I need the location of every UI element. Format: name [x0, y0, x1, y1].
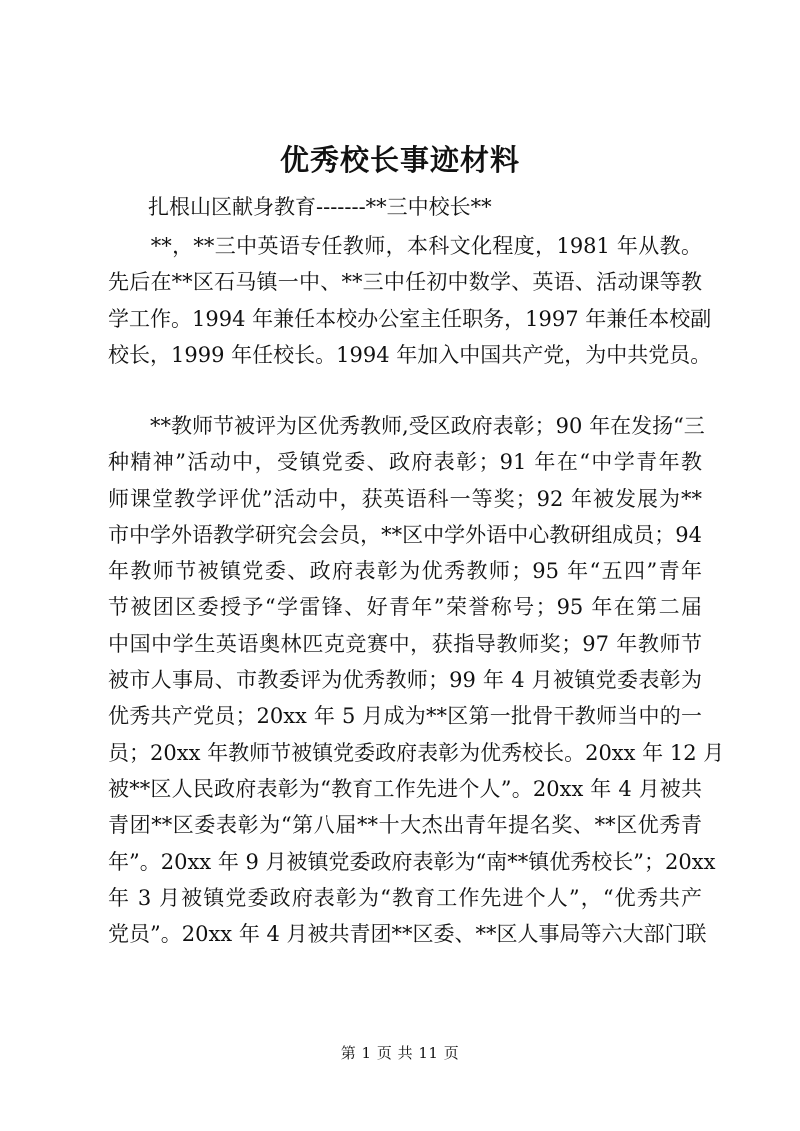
paragraph-line: 师课堂教学评优”活动中，获英语科一等奖；92 年被发展为** [108, 486, 702, 511]
paragraph-line: 被市人事局、市教委评为优秀教师；99 年 4 月被镇党委表彰为 [108, 668, 702, 693]
paragraph-line: 年教师节被镇党委、政府表彰为优秀教师；95 年“五四”青年 [108, 559, 702, 584]
paragraph-line: 党员”。20xx 年 4 月被共青团**区委、**区人事局等六大部门联 [108, 922, 707, 947]
paragraph-line: 节被团区委授予“学雷锋、好青年”荣誉称号；95 年在第二届 [108, 595, 702, 620]
paragraph-line: **教师节被评为区优秀教师,受区政府表彰；90 年在发扬“三 [108, 414, 705, 438]
paragraph-line: 学工作。1994 年兼任本校办公室主任职务，1997 年兼任本校副 [108, 306, 712, 331]
paragraph-line: 优秀共产党员；20xx 年 5 月成为**区第一批骨干教师当中的一 [108, 704, 702, 729]
paragraph-line: 年”。20xx 年 9 月被镇党委政府表彰为“南**镇优秀校长”；20xx [108, 849, 716, 874]
paragraph-line: 先后在**区石马镇一中、**三中任初中数学、英语、活动课等教 [108, 270, 702, 295]
paragraph-line: **，**三中英语专任教师，本科文化程度，1981 年从教。 [108, 234, 702, 258]
paragraph-line: 中国中学生英语奥林匹克竞赛中，获指导教师奖；97 年教师节 [108, 631, 702, 656]
paragraph-line: 被**区人民政府表彰为“教育工作先进个人”。20xx 年 4 月被共 [108, 776, 702, 801]
paragraph-line: 员；20xx 年教师节被镇党委政府表彰为优秀校长。20xx 年 12 月 [108, 740, 725, 765]
paragraph-line: 种精神”活动中，受镇党委、政府表彰；91 年在“中学青年教 [108, 450, 702, 475]
page-footer: 第 1 页 共 11 页 [340, 1044, 460, 1062]
paragraph-line: 年 3 月被镇党委政府表彰为“教育工作先进个人”，“优秀共产 [108, 885, 702, 910]
paragraph-2 [108, 408, 725, 952]
document-title: 优秀校长事迹材料 [279, 143, 520, 177]
paragraph-line: 校长，1999 年任校长。1994 年加入中国共产党，为中共党员。 [108, 342, 712, 367]
paragraph-1 [108, 228, 712, 373]
document-subtitle: 扎根山区献身教育-------**三中校长** [148, 195, 492, 219]
paragraph-line: 市中学外语教学研究会会员，**区中学外语中心教研组成员；94 [108, 522, 702, 547]
paragraph-line: 青团**区委表彰为“第八届**十大杰出青年提名奖、**区优秀青 [108, 813, 702, 838]
